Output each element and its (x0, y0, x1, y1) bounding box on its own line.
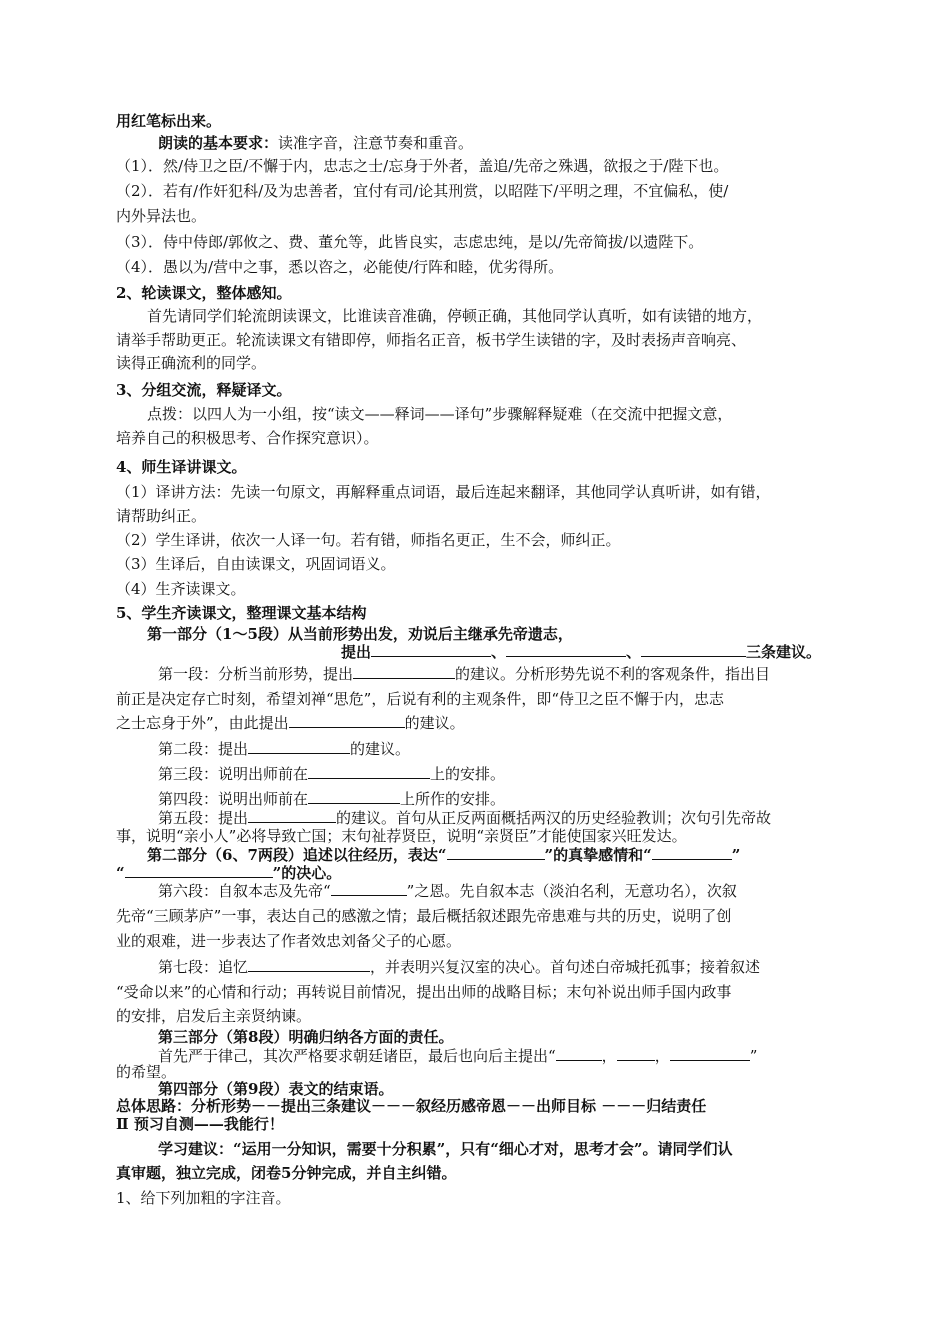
text-line: 先帝“三顾茅庐”一事，表达自己的感激之情；最后概括叙述跟先帝患难与共的历史，说明了创 (116, 907, 732, 925)
text-line: （4）生齐读课文。 (116, 580, 246, 598)
fill-blank[interactable] (289, 713, 405, 728)
text-line: 业的艰难，进一步表达了作者效忠刘备父子的心愿。 (116, 932, 462, 950)
text-line: 用红笔标出来。 (116, 112, 222, 130)
fill-blank[interactable] (617, 1046, 655, 1061)
part-heading: 第三部分（第8段）明确归纳各方面的责任。 (158, 1028, 454, 1046)
fill-blank[interactable] (556, 1046, 602, 1061)
text-line: 请帮助纠正。 (116, 507, 207, 525)
section-heading: 3、分组交流，释疑译文。 (116, 381, 292, 399)
text-line: 请举手帮助更正。轮流读课文有错即停，师指名正音，板书学生读错的字，及时表扬声音响亮、 (116, 331, 747, 349)
text-line: 真审题，独立完成，闭卷5分钟完成，并自主纠错。 (116, 1164, 457, 1182)
fill-blank[interactable] (248, 808, 336, 823)
fill-blank[interactable] (331, 881, 407, 896)
text-line: （3）．侍中侍郎/郭攸之、费、董允等，此皆良实，志虑忠纯，是以/先帝简拔/以遗陛下。 (116, 233, 704, 251)
text-line: 学习建议：“运用一分知识，需要十分积累”，只有“细心才对，思考才会”。请同学们认 (158, 1140, 733, 1158)
text-line: 第六段：自叙本志及先帝“ ”之恩。先自叙本志（淡泊名利，无意功名），次叙 (158, 882, 737, 900)
text-line: 第二段：提出 的建议。 (158, 740, 411, 758)
fill-blank[interactable] (353, 664, 455, 679)
fill-blank[interactable] (248, 957, 370, 972)
part-heading: 第二部分（6、7两段）追述以往经历，表达“ ”的真挚感情和“ ” (147, 846, 741, 864)
text-line: 第五段：提出 的建议。首句从正反两面概括两汉的历史经验教训；次句引先帝故 (158, 809, 772, 827)
part-heading: 第四部分（第9段）表文的结束语。 (158, 1080, 394, 1098)
fill-blank[interactable] (641, 642, 746, 657)
section-heading: 2、轮读课文，整体感知。 (116, 284, 292, 302)
fill-blank[interactable] (248, 739, 350, 754)
text-line: “ ”的决心。 (116, 864, 342, 882)
section-heading: 5、学生齐读课文，整理课文基本结构 (116, 604, 367, 622)
text-line: （2）学生译讲，依次一人译一句。若有错，师指名更正，生不会，师纠正。 (116, 531, 621, 549)
text-line: 内外异法也。 (116, 207, 207, 225)
text-line: 的安排，启发后主亲贤纳谏。 (116, 1007, 312, 1025)
text-line: 1、给下列加粗的字注音。 (116, 1189, 291, 1207)
fill-blank[interactable] (125, 863, 273, 878)
reading-requirements-text: 读准字音，注意节奏和重音。 (278, 134, 474, 152)
text-line: 首先请同学们轮流朗读课文，比谁读音准确，停顿正确，其他同学认真听，如有读错的地方， (147, 307, 763, 325)
section-heading: Ⅱ 预习自测——我能行！ (116, 1115, 284, 1133)
text-line: 第一段：分析当前形势，提出 的建议。分析形势先说不利的客观条件，指出目 (158, 665, 771, 683)
text-line: 点拨：以四人为一小组，按“读文——释词——译句”步骤解释疑难（在交流中把握文意， (147, 405, 733, 423)
fill-blank[interactable] (652, 845, 732, 860)
fill-blank[interactable] (308, 789, 400, 804)
text-line: 第七段：追忆 ，并表明兴复汉室的决心。首句述白帝城托孤事；接着叙述 (158, 958, 761, 976)
text-line: 之士忘身于外”，由此提出 的建议。 (116, 714, 465, 732)
text-line: 读得正确流利的同学。 (116, 354, 267, 372)
fill-blank[interactable] (670, 1046, 750, 1061)
fill-blank[interactable] (506, 642, 626, 657)
text-line: 前正是决定存亡时刻，希望刘禅“思危”，后说有利的主观条件，即“侍卫之臣不懈于内，忠志 (116, 690, 725, 708)
text-line: （3）生译后，自由读课文，巩固词语义。 (116, 555, 396, 573)
section-heading: 4、师生译讲课文。 (116, 458, 247, 476)
text-line: 首先严于律己，其次严格要求朝廷诸臣，最后也向后主提出“ ， ， ” (158, 1047, 758, 1065)
text-line: “受命以来”的心情和行动；再转说目前情况，提出出师的战略目标；末句补说出师手国内政事 (116, 983, 732, 1001)
part-heading: 第一部分（1～5段）从当前形势出发，劝说后主继承先帝遗志， (147, 625, 573, 643)
text-line: （4）．愚以为/营中之事，悉以咨之，必能使/行阵和睦，优劣得所。 (116, 258, 564, 276)
summary-line: 总体思路：分析形势－－提出三条建议－－－叙经历感帝恩－－出师目标 －－－归结责任 (116, 1097, 707, 1115)
text-line: 的希望。 (116, 1063, 177, 1081)
text-line: 第四段：说明出师前在 上所作的安排。 (158, 790, 506, 808)
fill-blank[interactable] (371, 642, 491, 657)
text-line (158, 133, 473, 153)
text-line: 培养自己的积极思考、合作探究意识）。 (116, 429, 379, 447)
text-line: （1）译讲方法：先读一句原文，再解释重点词语，最后连起来翻译，其他同学认真听讲，如有错， (116, 483, 771, 501)
text-line: （1）．然/侍卫之臣/不懈于内，忠志之士/忘身于外者，盖追/先帝之殊遇，欲报之于/陛下也。 (116, 157, 729, 175)
text-line: 提出 、 、 三条建议。 (341, 643, 822, 661)
fill-blank[interactable] (308, 764, 430, 779)
text-line: 第三段：说明出师前在 上的安排。 (158, 765, 506, 783)
fill-blank[interactable] (447, 845, 545, 860)
text-line: （2）．若有/作奸犯科/及为忠善者，宜付有司/论其刑赏，以昭陛下/平明之理，不宜偏私，使/ (116, 182, 729, 200)
reading-requirements-heading: 朗读的基本要求： (158, 134, 279, 152)
text-line: 事，说明“亲小人”必将导致亡国；末句祉荐贤臣，说明“亲贤臣”才能使国家兴旺发达。 (116, 827, 687, 845)
